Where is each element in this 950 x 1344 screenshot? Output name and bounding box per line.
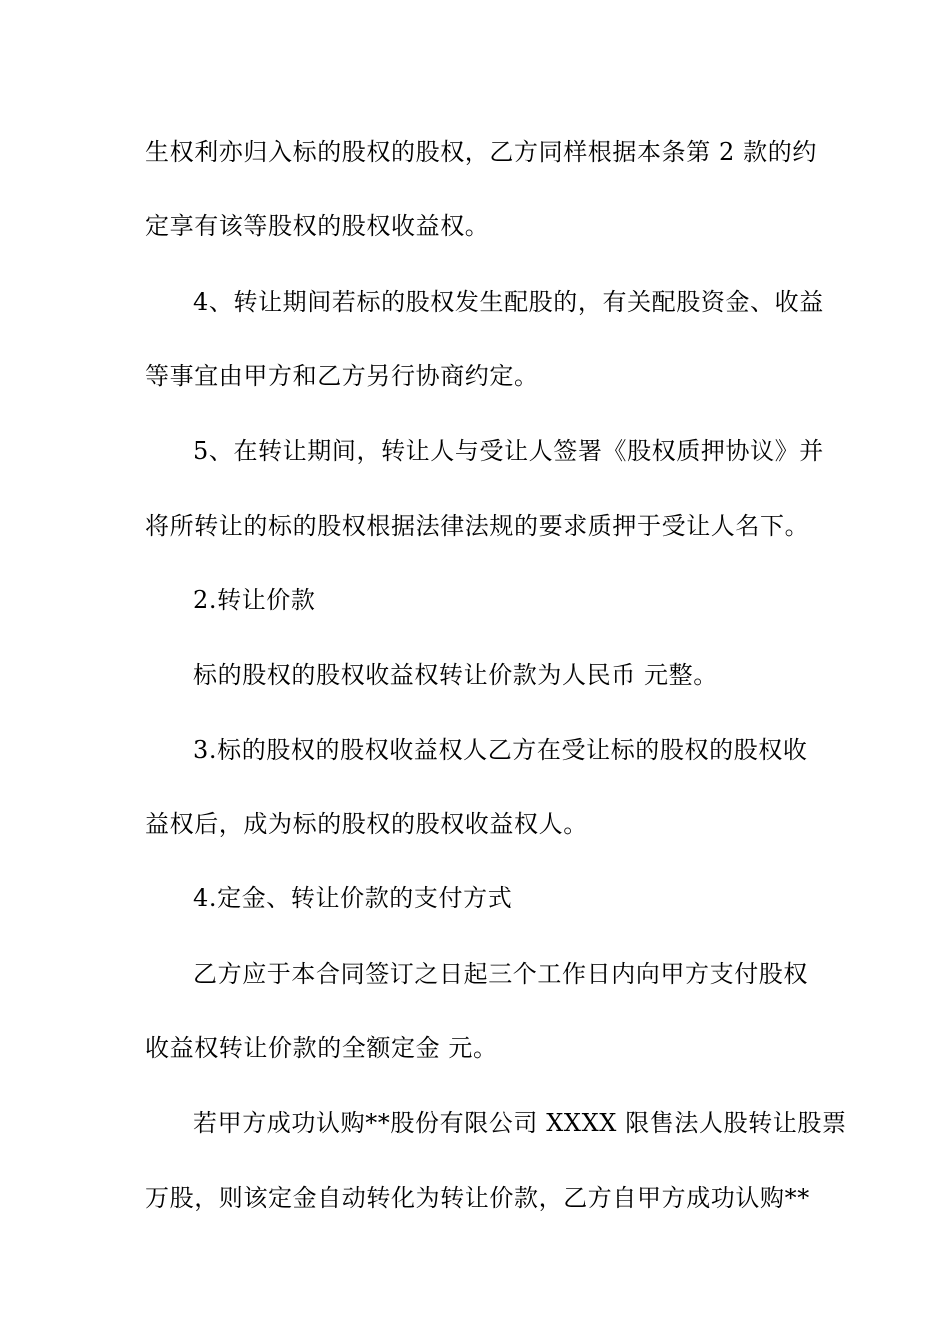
section-heading: 4.定金、转让价款的支付方式 [193,884,513,912]
text-line: 收益权转让价款的全额定金 元。 [145,1034,498,1062]
section-heading: 2.转让价款 [193,586,316,614]
text-line: 万股，则该定金自动转化为转让价款，乙方自甲方成功认购** [145,1184,810,1212]
text-line: 等事宜由甲方和乙方另行协商约定。 [145,362,539,390]
text-line: 将所转让的标的股权根据法律法规的要求质押于受让人名下。 [145,512,810,540]
text-line: 5、在转让期间，转让人与受让人签署《股权质押协议》并 [193,437,824,465]
text-line: 定享有该等股权的股权收益权。 [145,212,490,240]
text-line: 4、转让期间若标的股权发生配股的，有关配股资金、收益 [193,288,824,316]
text-line: 若甲方成功认购**股份有限公司 XXXX 限售法人股转让股票 [193,1109,847,1137]
text-line: 标的股权的股权收益权转让价款为人民币 元整。 [193,661,718,689]
text-line: 生权利亦归入标的股权的股权，乙方同样根据本条第 2 款的约 [145,138,817,166]
text-line: 益权后，成为标的股权的股权收益权人。 [145,810,588,838]
text-line: 乙方应于本合同签订之日起三个工作日内向甲方支付股权 [193,960,808,988]
text-line: 3.标的股权的股权收益权人乙方在受让标的股权的股权收 [193,736,808,764]
